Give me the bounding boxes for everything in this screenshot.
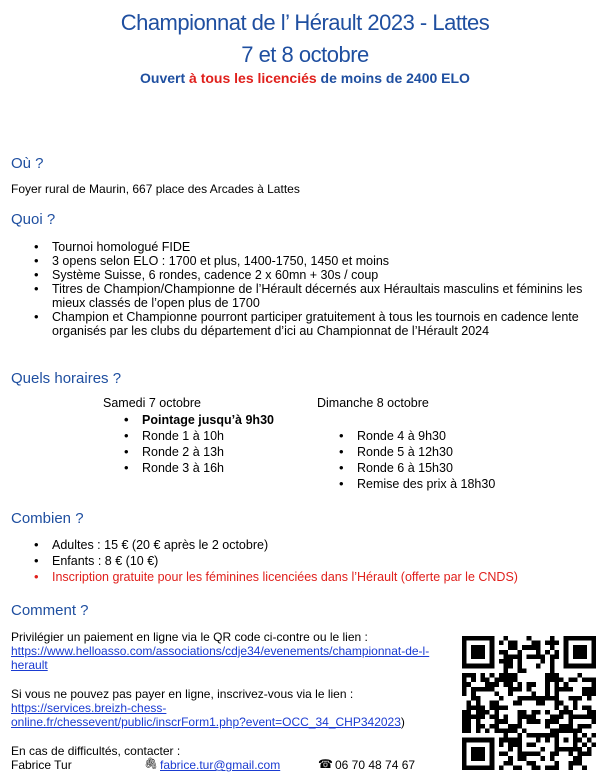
list-item: • 3 opens selon ELO : 1700 et plus, 1400-1750, 1450 et moins	[32, 254, 597, 268]
list-item: • Ronde 3 à 16h	[122, 461, 322, 475]
list-item: • Ronde 4 à 9h30	[337, 429, 567, 443]
saturday-list	[122, 413, 322, 475]
contact-name: Fabrice Tur	[11, 758, 72, 772]
event-dates: 7 et 8 octobre	[241, 42, 369, 67]
sunday-list	[337, 429, 567, 491]
heading-what: Quoi ?	[11, 211, 56, 228]
registration-link-line	[11, 715, 405, 729]
phone-icon: ☎	[318, 757, 333, 771]
subtitle-part: Ouvert	[140, 70, 190, 86]
list-item: • Tournoi homologué FIDE	[32, 240, 597, 254]
list-item: • Système Suisse, 6 rondes, cadence 2 x 60mn + 30s / coup	[32, 268, 597, 282]
list-item: • Ronde 5 à 12h30	[337, 445, 567, 459]
contact-intro: En cas de difficultés, contacter :	[11, 744, 181, 758]
page-title: Championnat de l’ Hérault 2023 - Lattes	[120, 10, 490, 35]
list-item: • Pointage jusqu’à 9h30	[122, 413, 322, 427]
email-icon: 🖇	[144, 758, 158, 770]
contact-email[interactable]: fabrice.tur@gmail.com	[160, 758, 281, 772]
list-item: • Ronde 2 à 13h	[122, 445, 322, 459]
list-item: • Inscription gratuite pour les féminines licenciées dans l’Hérault (offerte par le CNDS)	[32, 570, 597, 584]
subtitle-part: de moins de 2400 ELO	[316, 70, 470, 86]
sunday-title: Dimanche 8 octobre	[317, 396, 429, 410]
list-item: • Champion et Championne pourront participer gratuitement à tous les tournois en cadence lente organisés par les clubs du département d’ici au Championnat de l’Hérault 2024	[32, 310, 597, 338]
alt-intro: Si vous ne pouvez pas payer en ligne, inscrivez-vous via le lien :	[11, 687, 354, 701]
list-item: • Ronde 6 à 15h30	[337, 461, 567, 475]
heading-schedule: Quels horaires ?	[11, 370, 122, 387]
list-item: • Titres de Champion/Championne de l’Hérault décernés aux Héraultais masculins et féminins les mieux classés de l’open plus de 1700	[32, 282, 597, 310]
registration-link[interactable]: https://services.breizh-chess-	[11, 701, 167, 715]
heading-price: Combien ?	[11, 510, 84, 527]
event-subtitle	[0, 70, 610, 86]
how-intro: Privilégier un paiement en ligne via le QR code ci-contre ou le lien :	[11, 630, 368, 644]
list-item: • Adultes : 15 € (20 € après le 2 octobre)	[32, 538, 597, 552]
subtitle-highlight: à tous les licenciés	[189, 70, 317, 86]
list-item: • Ronde 1 à 10h	[122, 429, 322, 443]
what-list	[32, 240, 597, 338]
registration-link-cont[interactable]: online.fr/chessevent/public/inscrForm1.php?event=OCC_34_CHP342023	[11, 715, 401, 729]
list-item: • Remise des prix à 18h30	[337, 477, 567, 491]
heading-how: Comment ?	[11, 602, 89, 619]
price-list	[32, 538, 597, 584]
contact-phone: 06 70 48 74 67	[335, 758, 416, 772]
qr-code[interactable]	[462, 636, 596, 770]
list-item: • Enfants : 8 € (10 €)	[32, 554, 597, 568]
where-text: Foyer rural de Maurin, 667 place des Arcades à Lattes	[11, 182, 300, 196]
helloasso-link[interactable]: https://www.helloasso.com/associations/cdje34/evenements/championnat-de-l-	[11, 644, 430, 658]
heading-where: Où ?	[11, 155, 44, 172]
helloasso-link-cont[interactable]: herault	[11, 658, 48, 672]
paren: )	[400, 715, 405, 729]
saturday-title: Samedi 7 octobre	[103, 396, 201, 410]
